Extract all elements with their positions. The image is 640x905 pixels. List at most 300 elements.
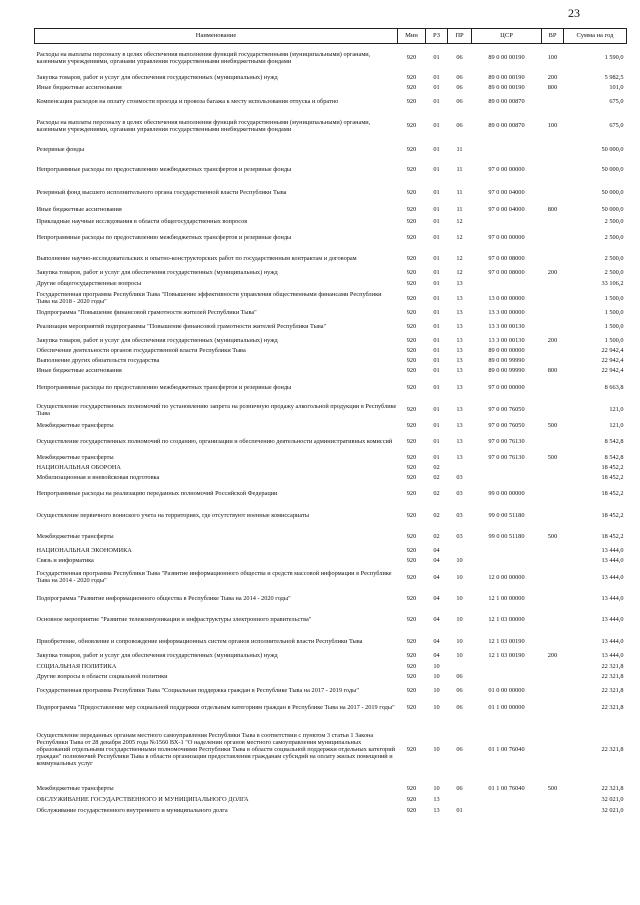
row-name-cell: НАЦИОНАЛЬНАЯ ОБОРОНА: [36, 464, 121, 472]
row-sum-cell: 13 444,0: [601, 547, 624, 555]
table-row: [35, 683, 627, 700]
row-csr-cell: 12 1 03 00190: [488, 652, 525, 660]
row-rz-cell: 01: [433, 406, 440, 414]
row-csr-cell: 01 1 00 00000: [488, 703, 525, 711]
row-rz-cell: 01: [433, 217, 440, 225]
row-min-cell: 920: [406, 217, 417, 225]
header-rz: РЗ: [426, 29, 448, 44]
row-rz-cell: 01: [433, 383, 440, 391]
row-vr-cell: [542, 400, 564, 422]
row-rz-cell: 02: [433, 490, 440, 498]
row-min-cell: 920: [406, 309, 417, 317]
row-csr-cell: 97 0 00 76130: [488, 453, 525, 461]
row-sum-cell: 2 500,0: [604, 217, 624, 225]
row-rz-cell: 01: [433, 336, 440, 344]
row-min-cell: 920: [406, 406, 417, 414]
table-row: [35, 290, 627, 309]
row-csr-cell: [472, 673, 542, 683]
row-vr-cell: [542, 432, 564, 453]
row-pr-cell: 13: [456, 406, 463, 414]
row-name-cell: Резервный фонд высшего исполнительного органа государственной власти Республики Тыва: [36, 188, 287, 196]
row-csr-cell: 12 1 00 00000: [488, 594, 525, 602]
row-min-cell: 920: [406, 673, 417, 681]
row-vr-cell: [542, 182, 564, 205]
row-pr-cell: 13: [456, 336, 463, 344]
row-pr-cell: 06: [456, 673, 463, 681]
row-min-cell: 920: [406, 279, 417, 287]
row-rz-cell: 01: [433, 437, 440, 445]
table-header-row: [35, 29, 627, 44]
row-name-cell: Межбюджетные трансферты: [36, 453, 114, 461]
row-rz-cell: 04: [433, 547, 440, 555]
row-sum-cell: 8 542,8: [604, 437, 624, 445]
table-row: [35, 44, 627, 74]
row-rz-cell: 02: [433, 474, 440, 482]
row-name-cell: Закупка товаров, работ и услуг для обеспечения государственных (муниципальных) нужд: [36, 269, 278, 277]
row-name-cell: Расходы на выплаты персоналу в целях обеспечения выполнения функций государственными (муниципальными) органами, казенными учреждениями, органами управления государственными внебюджетными фондами: [36, 50, 371, 65]
table-row: [35, 557, 627, 567]
row-sum-cell: 1 590,0: [604, 54, 624, 62]
row-name-cell: Подпрограмма "Развитие информационного общества в Республике Тыва на 2014 - 2020 годы": [36, 594, 291, 602]
row-name-cell: Подпрограмма "Повышение финансовой грамотности жителей Республики Тыва": [36, 309, 257, 317]
row-vr-cell: 500: [547, 785, 558, 793]
table-row: [35, 269, 627, 279]
table-row: [35, 547, 627, 557]
row-pr-cell: 13: [456, 322, 463, 330]
row-sum-cell: 18 452,2: [601, 464, 624, 472]
table-row: [35, 484, 627, 506]
row-vr-cell: [542, 806, 564, 817]
table-row: [35, 400, 627, 422]
row-sum-cell: 22 942,4: [601, 357, 624, 365]
row-rz-cell: 01: [433, 84, 440, 92]
row-csr-cell: 97 0 00 04000: [488, 188, 525, 196]
row-rz-cell: 10: [433, 662, 440, 670]
row-min-cell: 920: [406, 795, 417, 803]
row-vr-cell: [542, 357, 564, 367]
row-min-cell: 920: [406, 383, 417, 391]
row-min-cell: 920: [406, 703, 417, 711]
row-pr-cell: 06: [456, 785, 463, 793]
row-min-cell: 920: [406, 490, 417, 498]
header-name: Наименование: [35, 29, 398, 44]
row-sum-cell: 22 321,8: [601, 746, 624, 754]
table-row: [35, 228, 627, 250]
row-name-cell: Иные бюджетные ассигнования: [36, 206, 122, 214]
table-row: [35, 453, 627, 464]
row-csr-cell: 01 0 00 00000: [488, 686, 525, 694]
row-csr-cell: [472, 217, 542, 228]
row-csr-cell: 13 0 00 00000: [488, 294, 525, 302]
table-row: [35, 159, 627, 182]
row-vr-cell: 800: [547, 206, 558, 214]
row-min-cell: 920: [406, 165, 417, 173]
row-name-cell: НАЦИОНАЛЬНАЯ ЭКОНОМИКА: [36, 547, 132, 555]
row-min-cell: 920: [406, 652, 417, 660]
row-rz-cell: 04: [433, 652, 440, 660]
row-pr-cell: 01: [456, 806, 463, 814]
row-csr-cell: 97 0 00 04000: [488, 206, 525, 214]
row-rz-cell: 02: [433, 512, 440, 520]
row-rz-cell: 04: [433, 616, 440, 624]
row-vr-cell: [542, 290, 564, 309]
row-vr-cell: [542, 506, 564, 528]
row-vr-cell: 800: [547, 84, 558, 92]
row-sum-cell: 121,0: [609, 406, 624, 414]
table-row: [35, 662, 627, 673]
row-vr-cell: [542, 347, 564, 357]
table-row: [35, 717, 627, 785]
table-row: [35, 652, 627, 662]
row-min-cell: 920: [406, 746, 417, 754]
row-rz-cell: 01: [433, 279, 440, 287]
row-csr-cell: [472, 557, 542, 567]
table-row: [35, 785, 627, 795]
row-name-cell: Осуществление государственных полномочий по установлению запрета на розничную продажу алкогольной продукции в Республике Тыва: [36, 402, 397, 417]
row-min-cell: 920: [406, 785, 417, 793]
row-vr-cell: [542, 309, 564, 319]
table-row: [35, 112, 627, 142]
row-name-cell: Государственная программа Республики Тыва "Повышение эффективности управления общественными финансами Республики Тыва на 2018 - 2020 годы": [36, 291, 382, 305]
row-sum-cell: 8 542,8: [604, 453, 624, 461]
row-sum-cell: 50 000,0: [601, 188, 624, 196]
row-vr-cell: [542, 228, 564, 250]
row-name-cell: Подпрограмма "Предоставление мер социальной поддержки отдельным категориям граждан в Республике Тыва на 2017 - 2019 годы": [36, 703, 395, 711]
row-sum-cell: 13 444,0: [601, 573, 624, 581]
row-min-cell: 920: [406, 54, 417, 62]
table-row: [35, 217, 627, 228]
row-rz-cell: 01: [433, 234, 440, 242]
row-rz-cell: 10: [433, 686, 440, 694]
row-sum-cell: 675,0: [609, 122, 624, 130]
row-name-cell: Выполнение научно-исследовательских и опытно-конструкторских работ по государственным контрактам и договорам: [36, 254, 357, 262]
row-name-cell: Межбюджетные трансферты: [36, 422, 114, 430]
row-pr-cell: 10: [456, 557, 463, 565]
row-pr-cell: [448, 547, 472, 557]
row-vr-cell: [542, 567, 564, 590]
row-vr-cell: [542, 142, 564, 159]
row-sum-cell: 8 663,8: [604, 383, 624, 391]
row-sum-cell: 50 000,0: [601, 165, 624, 173]
row-vr-cell: [542, 717, 564, 785]
row-name-cell: Иные бюджетные ассигнования: [36, 84, 122, 92]
row-sum-cell: 13 444,0: [601, 594, 624, 602]
row-vr-cell: 200: [547, 74, 558, 82]
row-min-cell: 920: [406, 806, 417, 814]
row-min-cell: 920: [406, 367, 417, 375]
row-rz-cell: 13: [433, 795, 440, 803]
row-name-cell: Непрограммные расходы по предоставлению межбюджетных трансфертов и резервные фонды: [36, 383, 292, 391]
row-csr-cell: 99 0 00 00000: [488, 490, 525, 498]
row-rz-cell: 01: [433, 188, 440, 196]
table-row: [35, 205, 627, 217]
row-pr-cell: 10: [456, 637, 463, 645]
row-name-cell: Государственная программа Республики Тыва "Социальная поддержка граждан в Республике Тыва на 2017 - 2019 годы": [36, 686, 359, 694]
row-name-cell: Закупка товаров, работ и услуг для обеспечения государственных (муниципальных) нужд: [36, 74, 278, 82]
row-min-cell: 920: [406, 594, 417, 602]
row-vr-cell: [542, 683, 564, 700]
row-vr-cell: 500: [547, 532, 558, 540]
row-min-cell: 920: [406, 512, 417, 520]
row-sum-cell: 50 000,0: [601, 145, 624, 153]
row-pr-cell: 12: [456, 254, 463, 262]
row-pr-cell: 06: [456, 686, 463, 694]
row-sum-cell: 22 321,8: [601, 785, 624, 793]
row-min-cell: 920: [406, 637, 417, 645]
table-body: [35, 44, 627, 817]
row-rz-cell: 01: [433, 122, 440, 130]
row-pr-cell: 10: [456, 573, 463, 581]
row-name-cell: СОЦИАЛЬНАЯ ПОЛИТИКА: [36, 662, 117, 670]
row-pr-cell: 10: [456, 594, 463, 602]
row-pr-cell: 12: [456, 217, 463, 225]
row-csr-cell: 12 1 03 00000: [488, 616, 525, 624]
table-row: [35, 422, 627, 432]
row-name-cell: Государственная программа Республики Тыва "Развитие информационного общества и средств массовой информации в Республике Тыва на 2014 - 2020 годы": [36, 570, 392, 584]
row-sum-cell: 13 444,0: [601, 616, 624, 624]
row-rz-cell: 01: [433, 422, 440, 430]
row-vr-cell: [542, 662, 564, 673]
row-vr-cell: [542, 609, 564, 633]
row-pr-cell: 10: [456, 616, 463, 624]
row-sum-cell: 2 500,0: [604, 254, 624, 262]
row-vr-cell: [542, 700, 564, 717]
row-pr-cell: 03: [456, 512, 463, 520]
row-csr-cell: 97 0 00 76050: [488, 406, 525, 414]
row-name-cell: Осуществление первичного воинского учета на территориях, где отсутствуют военные комиссариаты: [36, 512, 309, 520]
row-csr-cell: 97 0 00 00000: [488, 165, 525, 173]
table-row: [35, 506, 627, 528]
row-name-cell: Обслуживание государственного внутреннего и муниципального долга: [36, 806, 228, 814]
row-min-cell: 920: [406, 662, 417, 670]
row-rz-cell: 01: [433, 74, 440, 82]
row-rz-cell: 01: [433, 254, 440, 262]
table-row: [35, 182, 627, 205]
row-pr-cell: 13: [456, 279, 463, 287]
row-sum-cell: 1 500,0: [604, 322, 624, 330]
row-sum-cell: 2 500,0: [604, 234, 624, 242]
row-min-cell: 920: [406, 269, 417, 277]
row-name-cell: Резервные фонды: [36, 145, 85, 153]
table-row: [35, 309, 627, 319]
row-sum-cell: 50 000,0: [601, 206, 624, 214]
row-min-cell: 920: [406, 84, 417, 92]
row-pr-cell: 12: [456, 269, 463, 277]
row-min-cell: 920: [406, 422, 417, 430]
row-pr-cell: 13: [456, 422, 463, 430]
table-row: [35, 806, 627, 817]
row-min-cell: 920: [406, 686, 417, 694]
row-vr-cell: [542, 159, 564, 182]
row-name-cell: Межбюджетные трансферты: [36, 785, 114, 793]
row-rz-cell: 01: [433, 294, 440, 302]
row-vr-cell: [542, 250, 564, 269]
row-csr-cell: 97 0 00 76130: [488, 437, 525, 445]
row-csr-cell: 97 0 00 08000: [488, 254, 525, 262]
row-name-cell: Осуществление государственных полномочий по созданию, организации и обеспечению деятельности административных комиссий: [36, 437, 393, 445]
row-name-cell: Мобилизационная и вневойсковая подготовка: [36, 474, 160, 482]
row-min-cell: 920: [406, 145, 417, 153]
row-name-cell: Реализация мероприятий подпрограммы "Повышение финансовой грамотности жителей Республики Тыва": [36, 322, 327, 330]
row-sum-cell: 22 942,4: [601, 367, 624, 375]
row-min-cell: 920: [406, 336, 417, 344]
header-pr: ПР: [448, 29, 472, 44]
row-pr-cell: 11: [456, 188, 463, 196]
row-min-cell: 920: [406, 188, 417, 196]
row-vr-cell: [542, 474, 564, 484]
row-min-cell: 920: [406, 254, 417, 262]
row-rz-cell: 01: [433, 347, 440, 355]
table-row: [35, 609, 627, 633]
row-name-cell: Основное мероприятие "Развитие телекоммуникации и инфраструктуры электронного правительства": [36, 616, 312, 624]
row-min-cell: 920: [406, 357, 417, 365]
row-csr-cell: 01 1 00 76040: [488, 785, 525, 793]
row-csr-cell: 12 1 03 00190: [488, 637, 525, 645]
row-csr-cell: [472, 547, 542, 557]
row-pr-cell: 13: [456, 383, 463, 391]
row-name-cell: Обеспечение деятельности органов государственной власти Республики Тыва: [36, 347, 246, 355]
row-name-cell: Выполнение других обязательств государства: [36, 357, 160, 365]
row-vr-cell: 500: [547, 422, 558, 430]
table-row: [35, 347, 627, 357]
row-min-cell: 920: [406, 294, 417, 302]
row-min-cell: 920: [406, 616, 417, 624]
row-min-cell: 920: [406, 547, 417, 555]
row-csr-cell: 01 1 00 76040: [488, 746, 525, 754]
row-pr-cell: 13: [456, 309, 463, 317]
table-row: [35, 357, 627, 367]
row-csr-cell: 97 0 00 00000: [488, 234, 525, 242]
row-name-cell: Связь и информатика: [36, 557, 94, 565]
row-csr-cell: 13 3 00 00000: [488, 309, 525, 317]
row-csr-cell: 89 0 00 00190: [488, 84, 525, 92]
row-min-cell: 920: [406, 322, 417, 330]
row-csr-cell: 89 0 00 99990: [488, 357, 525, 365]
row-sum-cell: 33 106,2: [601, 279, 624, 287]
row-pr-cell: 13: [456, 294, 463, 302]
row-rz-cell: 01: [433, 145, 440, 153]
row-rz-cell: 04: [433, 557, 440, 565]
row-rz-cell: 01: [433, 98, 440, 106]
row-csr-cell: 99 0 00 51180: [488, 512, 525, 520]
row-vr-cell: [542, 279, 564, 290]
row-min-cell: 920: [406, 464, 417, 472]
row-vr-cell: 500: [547, 453, 558, 461]
row-vr-cell: [542, 547, 564, 557]
row-sum-cell: 18 452,2: [601, 532, 624, 540]
row-vr-cell: [542, 673, 564, 683]
row-name-cell: Осуществление переданных органам местного самоуправления Республики Тыва в соответствии с пунктом 3 статьи 1 Закона Республики Тыва от 28 декабря 2005 года №1560 ВХ-1 "О наделении органов местного самоуправления муниципальных образований отдельными государственными полномочиями Республики Тыва в области социальной поддержки отдельных категорий граждан" полномочий Республики Тыва в области организации предоставления гражданам субсидий на оплату жилых помещений и коммунальных услуг: [36, 732, 395, 767]
row-name-cell: Иные бюджетные ассигнования: [36, 367, 122, 375]
row-min-cell: 920: [406, 206, 417, 214]
row-pr-cell: [448, 795, 472, 806]
row-rz-cell: 13: [433, 806, 440, 814]
row-pr-cell: 06: [456, 122, 463, 130]
row-sum-cell: 22 321,8: [601, 673, 624, 681]
table-row: [35, 279, 627, 290]
table-row: [35, 84, 627, 94]
table-row: [35, 377, 627, 400]
row-csr-cell: 89 0 00 00190: [488, 74, 525, 82]
table-row: [35, 319, 627, 336]
row-csr-cell: 97 0 00 00000: [488, 383, 525, 391]
table-row: [35, 367, 627, 377]
row-csr-cell: 89 0 00 99990: [488, 367, 525, 375]
row-min-cell: 920: [406, 122, 417, 130]
row-pr-cell: 06: [456, 98, 463, 106]
row-csr-cell: [472, 806, 542, 817]
row-pr-cell: 11: [456, 165, 463, 173]
table-row: [35, 567, 627, 590]
row-pr-cell: 13: [456, 453, 463, 461]
row-rz-cell: 01: [433, 206, 440, 214]
row-vr-cell: [542, 217, 564, 228]
row-name-cell: Непрограммные расходы на реализацию переданных полномочий Российской Федерации: [36, 490, 278, 498]
row-sum-cell: 1 500,0: [604, 309, 624, 317]
row-vr-cell: 200: [547, 269, 558, 277]
row-csr-cell: 89 0 00 00000: [488, 347, 525, 355]
row-name-cell: Межбюджетные трансферты: [36, 532, 114, 540]
row-min-cell: 920: [406, 98, 417, 106]
row-pr-cell: 11: [456, 206, 463, 214]
row-pr-cell: [448, 662, 472, 673]
page-number: 23: [568, 6, 580, 20]
row-vr-cell: 200: [547, 336, 558, 344]
row-pr-cell: [448, 464, 472, 474]
row-vr-cell: [542, 484, 564, 506]
row-rz-cell: 04: [433, 637, 440, 645]
row-rz-cell: 01: [433, 309, 440, 317]
table-row: [35, 464, 627, 474]
row-rz-cell: 10: [433, 673, 440, 681]
row-min-cell: 920: [406, 347, 417, 355]
row-sum-cell: 18 452,2: [601, 490, 624, 498]
header-sum: Сумма на год: [564, 29, 627, 44]
row-vr-cell: 200: [547, 652, 558, 660]
header-min: Мин: [398, 29, 426, 44]
row-pr-cell: 13: [456, 347, 463, 355]
row-sum-cell: 18 452,2: [601, 474, 624, 482]
row-sum-cell: 13 444,0: [601, 637, 624, 645]
row-pr-cell: 03: [456, 490, 463, 498]
row-pr-cell: 06: [456, 746, 463, 754]
row-rz-cell: 10: [433, 703, 440, 711]
row-csr-cell: [472, 795, 542, 806]
row-csr-cell: [472, 464, 542, 474]
row-rz-cell: 01: [433, 165, 440, 173]
row-name-cell: ОБСЛУЖИВАНИЕ ГОСУДАРСТВЕННОГО И МУНИЦИПАЛЬНОГО ДОЛГА: [36, 795, 249, 803]
row-rz-cell: 01: [433, 357, 440, 365]
row-sum-cell: 32 021,0: [601, 795, 624, 803]
row-name-cell: Непрограммные расходы по предоставлению межбюджетных трансфертов и резервные фонды: [36, 234, 292, 242]
row-csr-cell: 97 0 00 76050: [488, 422, 525, 430]
row-sum-cell: 18 452,2: [601, 512, 624, 520]
row-sum-cell: 121,0: [609, 422, 624, 430]
row-csr-cell: 89 0 00 00870: [488, 98, 525, 106]
row-csr-cell: 89 0 00 00190: [488, 54, 525, 62]
budget-table: [34, 28, 627, 817]
header-csr: ЦСР: [472, 29, 542, 44]
row-name-cell: Приобретение, обновление и сопровождение информационных систем органов исполнительной власти Республики Тыва: [36, 637, 363, 645]
row-min-cell: 920: [406, 437, 417, 445]
table-row: [35, 700, 627, 717]
row-min-cell: 920: [406, 453, 417, 461]
row-vr-cell: 100: [547, 54, 558, 62]
row-sum-cell: 1 500,0: [604, 336, 624, 344]
row-csr-cell: 13 3 00 00130: [488, 322, 525, 330]
row-csr-cell: [472, 142, 542, 159]
row-vr-cell: [542, 464, 564, 474]
